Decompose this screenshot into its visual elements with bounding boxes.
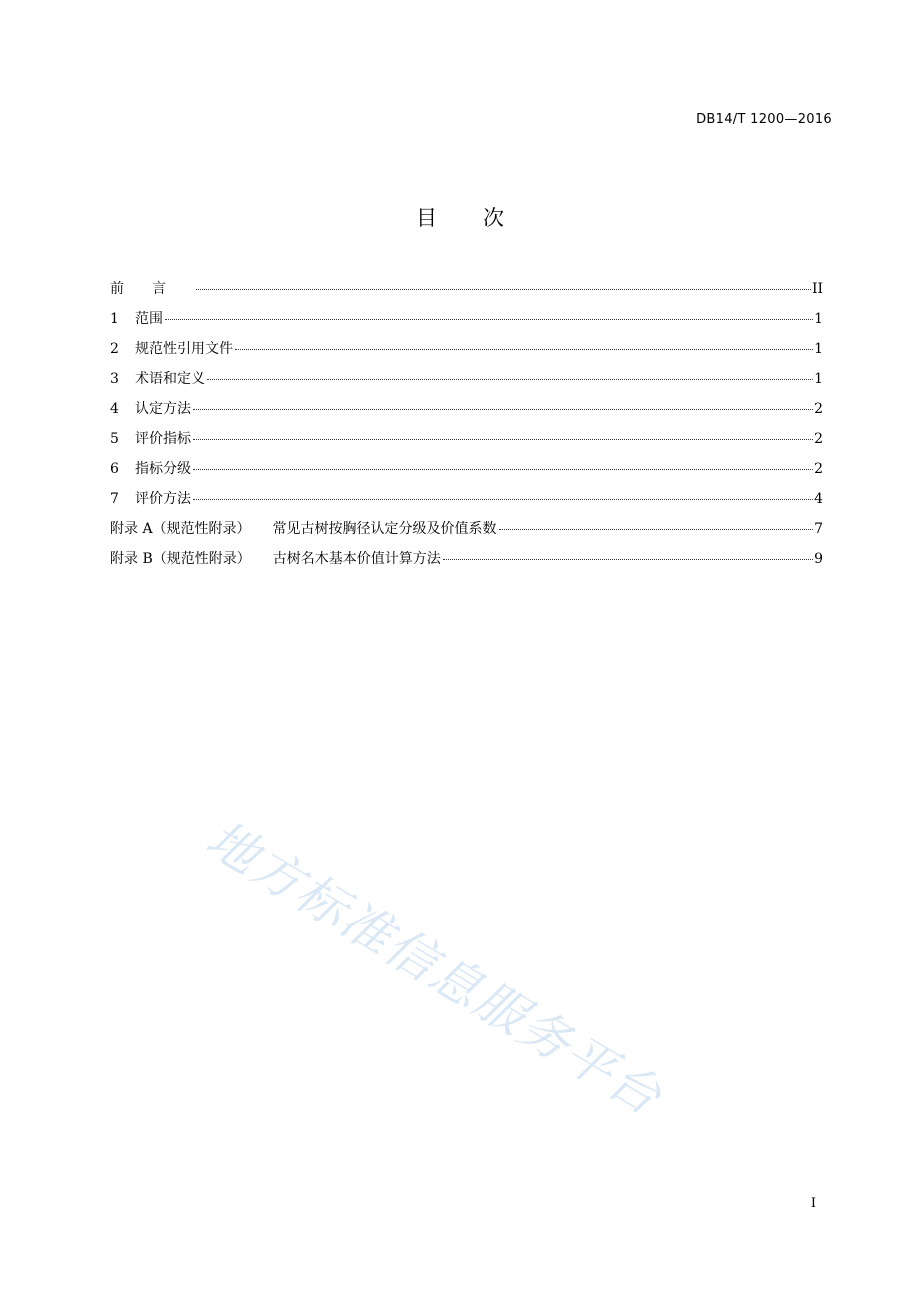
toc-entry-foreword[interactable]	[110, 278, 823, 308]
toc-entry-subtitle: 古树名木基本价值计算方法	[272, 551, 441, 567]
toc-title: 目次	[416, 206, 550, 230]
toc-dot-leader	[193, 409, 813, 410]
toc-entry-annex-a[interactable]	[110, 518, 823, 548]
toc-entry-label: 术语和定义	[135, 371, 205, 387]
toc-entry-number: 2	[110, 341, 119, 357]
toc-dot-leader	[235, 349, 813, 350]
toc-entry-normative-references[interactable]	[110, 338, 823, 368]
standard-code: DB14/T 1200—2016	[696, 112, 832, 127]
toc-entry-label: 范围	[135, 311, 163, 327]
toc-dot-leader	[196, 289, 811, 290]
toc-entry-number: 7	[110, 491, 119, 507]
toc-entry-page: 1	[814, 341, 823, 357]
toc-dot-leader	[499, 529, 814, 530]
toc-dot-leader	[165, 319, 813, 320]
toc-dot-leader	[207, 379, 813, 380]
toc-entry-label-text: 前言	[110, 281, 194, 297]
toc-entry-number: 6	[110, 461, 119, 477]
toc-dot-leader	[443, 559, 813, 560]
toc-dot-leader	[193, 439, 813, 440]
toc-entry-page: 1	[814, 311, 823, 327]
toc-dot-leader	[193, 469, 813, 470]
table-of-contents	[110, 278, 823, 578]
page-number: I	[810, 1196, 816, 1211]
toc-entry-page: 2	[814, 431, 823, 447]
toc-entry-label: 评价指标	[135, 431, 191, 447]
toc-entry-page: II	[811, 281, 823, 297]
toc-entry-label: 附录 B（规范性附录）	[110, 551, 251, 567]
toc-dot-leader	[193, 499, 813, 500]
toc-entry-page: 4	[814, 491, 823, 507]
toc-entry-scope[interactable]	[110, 308, 823, 338]
toc-entry-evaluation-method[interactable]	[110, 488, 823, 518]
toc-entry-number: 3	[110, 371, 119, 387]
toc-entry-terms-definitions[interactable]	[110, 368, 823, 398]
toc-entry-page: 1	[814, 371, 823, 387]
toc-entry-page: 7	[814, 521, 823, 537]
toc-entry-evaluation-indicators[interactable]	[110, 428, 823, 458]
toc-entry-label	[110, 278, 194, 300]
toc-entry-label: 认定方法	[135, 401, 191, 417]
toc-entry-identification-method[interactable]	[110, 398, 823, 428]
toc-entry-number: 5	[110, 431, 119, 447]
toc-entry-label: 规范性引用文件	[135, 341, 233, 357]
toc-entry-number: 4	[110, 401, 119, 417]
toc-entry-label: 评价方法	[135, 491, 191, 507]
toc-entry-label: 附录 A（规范性附录）	[110, 521, 251, 537]
toc-entry-annex-b[interactable]	[110, 548, 823, 578]
toc-entry-subtitle: 常见古树按胸径认定分级及价值系数	[272, 521, 497, 537]
toc-entry-number: 1	[110, 311, 119, 327]
toc-entry-page: 2	[814, 461, 823, 477]
toc-entry-page: 2	[814, 401, 823, 417]
watermark: 地方标准信息服务平台	[196, 809, 673, 1127]
toc-entry-page: 9	[814, 551, 823, 567]
toc-entry-label: 指标分级	[135, 461, 191, 477]
toc-entry-indicator-grading[interactable]	[110, 458, 823, 488]
